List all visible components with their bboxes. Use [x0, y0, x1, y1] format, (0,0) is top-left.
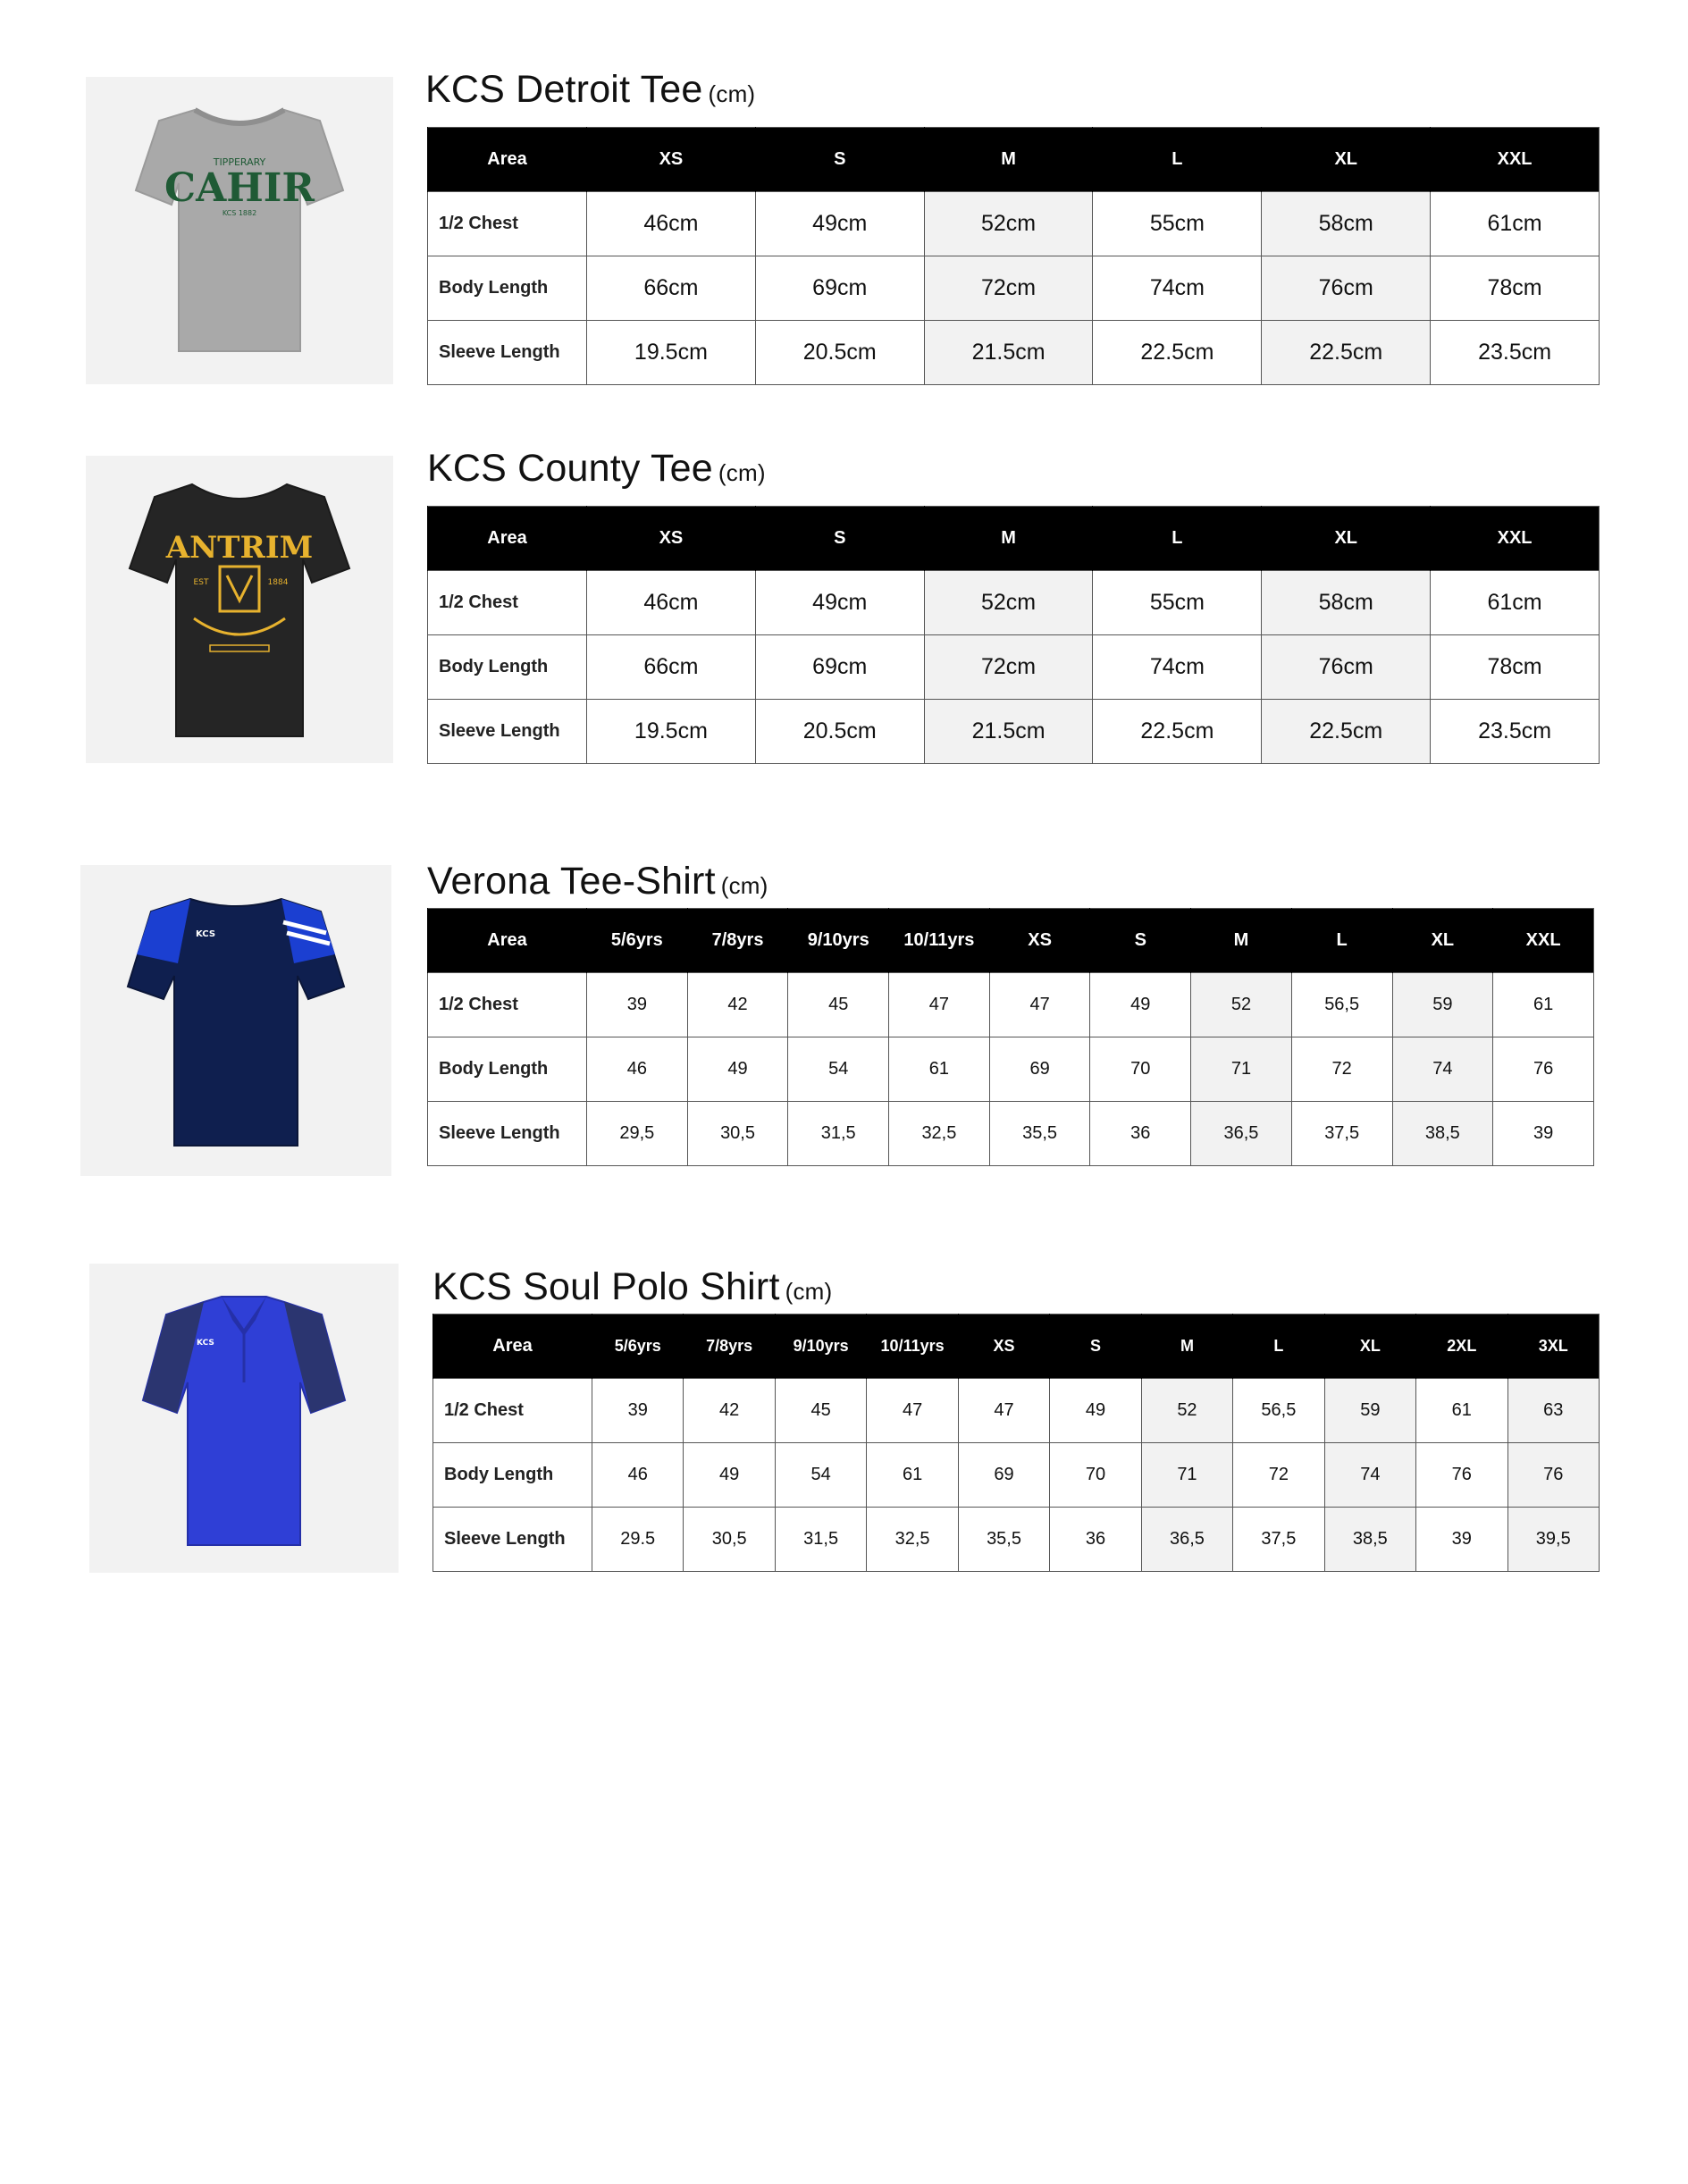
cell: 35,5 [989, 1102, 1090, 1166]
header-size: M [1191, 909, 1292, 973]
cell: 37,5 [1233, 1508, 1324, 1572]
cell: 76 [1416, 1443, 1507, 1508]
unit-label: (cm) [785, 1278, 833, 1305]
header-area: Area [428, 909, 587, 973]
product-name: KCS County Tee [427, 447, 713, 490]
cell: 58cm [1262, 571, 1431, 635]
row-label: Body Length [428, 635, 587, 700]
cell: 47 [889, 973, 990, 1037]
header-xs: XS [587, 128, 756, 192]
row-label: Sleeve Length [428, 1102, 587, 1166]
cell: 69 [958, 1443, 1049, 1508]
table-row [428, 192, 1600, 256]
cell: 39 [587, 973, 688, 1037]
header-size: L [1233, 1315, 1324, 1379]
cell: 76 [1507, 1443, 1599, 1508]
cell: 61 [889, 1037, 990, 1102]
header-xxl: XXL [1431, 128, 1600, 192]
cell: 46cm [587, 571, 756, 635]
cell: 38,5 [1392, 1102, 1493, 1166]
product-photo-detroit-tee [86, 77, 393, 384]
header-size: S [1090, 909, 1191, 973]
row-label: 1/2 Chest [428, 973, 587, 1037]
table-row [433, 1379, 1600, 1443]
header-size: XS [958, 1315, 1049, 1379]
header-size: XS [989, 909, 1090, 973]
cell: 36 [1090, 1102, 1191, 1166]
row-label: Body Length [433, 1443, 592, 1508]
cell: 42 [687, 973, 788, 1037]
cell: 52 [1191, 973, 1292, 1037]
table-row [428, 571, 1600, 635]
cell: 61 [1416, 1379, 1507, 1443]
cell: 59 [1324, 1379, 1415, 1443]
header-area: Area [433, 1315, 592, 1379]
cell: 20.5cm [755, 321, 924, 385]
cell: 76 [1493, 1037, 1594, 1102]
cell: 46 [587, 1037, 688, 1102]
cell: 30,5 [684, 1508, 775, 1572]
cell: 69cm [755, 256, 924, 321]
cell: 39 [1416, 1508, 1507, 1572]
header-area: Area [428, 128, 587, 192]
cell: 22.5cm [1262, 700, 1431, 764]
shirt-print-big: CAHIR [164, 165, 315, 211]
cell: 56,5 [1233, 1379, 1324, 1443]
cell: 19.5cm [587, 321, 756, 385]
cell: 70 [1050, 1443, 1141, 1508]
cell: 66cm [587, 635, 756, 700]
row-label: Sleeve Length [428, 700, 587, 764]
table-row [428, 256, 1600, 321]
header-size: 10/11yrs [889, 909, 990, 973]
shirt-print-big: KCS [196, 929, 216, 939]
header-size: 9/10yrs [775, 1315, 866, 1379]
cell: 55cm [1093, 192, 1262, 256]
cell: 69 [989, 1037, 1090, 1102]
product-title [427, 447, 766, 491]
table-header-row [428, 128, 1600, 192]
cell: 31,5 [788, 1102, 889, 1166]
cell: 29,5 [587, 1102, 688, 1166]
cell: 46cm [587, 192, 756, 256]
cell: 78cm [1431, 256, 1600, 321]
size-table-detroit-tee [427, 127, 1600, 385]
product-title [425, 68, 755, 112]
cell: 71 [1191, 1037, 1292, 1102]
header-size: 7/8yrs [687, 909, 788, 973]
cell: 39,5 [1507, 1508, 1599, 1572]
cell: 32,5 [889, 1102, 990, 1166]
cell: 76cm [1262, 635, 1431, 700]
tshirt-icon [124, 886, 348, 1155]
cell: 39 [1493, 1102, 1594, 1166]
header-l: L [1093, 507, 1262, 571]
cell: 74 [1324, 1443, 1415, 1508]
header-size: L [1291, 909, 1392, 973]
size-table-county-tee [427, 506, 1600, 764]
row-label: 1/2 Chest [433, 1379, 592, 1443]
cell: 61 [867, 1443, 958, 1508]
product-title [427, 860, 768, 903]
cell: 39 [592, 1379, 684, 1443]
cell: 74 [1392, 1037, 1493, 1102]
cell: 22.5cm [1093, 700, 1262, 764]
table-header-row [428, 909, 1594, 973]
header-xs: XS [587, 507, 756, 571]
header-area: Area [428, 507, 587, 571]
cell: 54 [788, 1037, 889, 1102]
product-photo-soul-polo [89, 1264, 399, 1573]
unit-label: (cm) [720, 872, 768, 899]
shirt-print-sub: 1884 [267, 578, 289, 587]
cell: 47 [867, 1379, 958, 1443]
cell: 52 [1141, 1379, 1232, 1443]
cell: 30,5 [687, 1102, 788, 1166]
header-size: 10/11yrs [867, 1315, 958, 1379]
unit-label: (cm) [708, 80, 756, 107]
cell: 54 [775, 1443, 866, 1508]
cell: 49 [684, 1443, 775, 1508]
cell: 55cm [1093, 571, 1262, 635]
cell: 22.5cm [1093, 321, 1262, 385]
header-s: S [755, 507, 924, 571]
cell: 49cm [755, 192, 924, 256]
unit-label: (cm) [718, 459, 766, 486]
size-table-soul-polo [432, 1314, 1600, 1572]
product-photo-county-tee [86, 456, 393, 763]
cell: 72cm [924, 256, 1093, 321]
cell: 36,5 [1141, 1508, 1232, 1572]
header-xl: XL [1262, 507, 1431, 571]
cell: 38,5 [1324, 1508, 1415, 1572]
header-l: L [1093, 128, 1262, 192]
shirt-print-small: TIPPERARY [213, 156, 266, 168]
cell: 36 [1050, 1508, 1141, 1572]
table-header-row [433, 1315, 1600, 1379]
cell: 69cm [755, 635, 924, 700]
cell: 49 [687, 1037, 788, 1102]
cell: 58cm [1262, 192, 1431, 256]
shirt-print-big: ANTRIM [165, 530, 314, 566]
cell: 36,5 [1191, 1102, 1292, 1166]
row-label: Sleeve Length [433, 1508, 592, 1572]
table-header-row [428, 507, 1600, 571]
cell: 71 [1141, 1443, 1232, 1508]
row-label: 1/2 Chest [428, 571, 587, 635]
table-row [428, 321, 1600, 385]
row-label: Sleeve Length [428, 321, 587, 385]
row-label: 1/2 Chest [428, 192, 587, 256]
product-name: KCS Soul Polo Shirt [432, 1265, 780, 1308]
header-xxl: XXL [1431, 507, 1600, 571]
header-size: 7/8yrs [684, 1315, 775, 1379]
cell: 74cm [1093, 635, 1262, 700]
cell: 32,5 [867, 1508, 958, 1572]
cell: 23.5cm [1431, 321, 1600, 385]
header-size: XXL [1493, 909, 1594, 973]
cell: 59 [1392, 973, 1493, 1037]
cell: 21.5cm [924, 321, 1093, 385]
cell: 20.5cm [755, 700, 924, 764]
cell: 72cm [924, 635, 1093, 700]
table-row [428, 1037, 1594, 1102]
cell: 76cm [1262, 256, 1431, 321]
table-row [433, 1443, 1600, 1508]
cell: 61cm [1431, 192, 1600, 256]
shirt-print-big: KCS [197, 1339, 214, 1348]
cell: 29.5 [592, 1508, 684, 1572]
product-name: Verona Tee-Shirt [427, 860, 716, 903]
cell: 47 [989, 973, 1090, 1037]
table-row [428, 973, 1594, 1037]
tshirt-icon [132, 101, 347, 360]
cell: 35,5 [958, 1508, 1049, 1572]
cell: 21.5cm [924, 700, 1093, 764]
cell: 74cm [1093, 256, 1262, 321]
header-size: XL [1324, 1315, 1415, 1379]
cell: 66cm [587, 256, 756, 321]
header-m: M [924, 128, 1093, 192]
tshirt-icon [128, 475, 351, 743]
header-m: M [924, 507, 1093, 571]
cell: 23.5cm [1431, 700, 1600, 764]
cell: 45 [775, 1379, 866, 1443]
table-row [433, 1508, 1600, 1572]
cell: 49 [1050, 1379, 1141, 1443]
cell: 31,5 [775, 1508, 866, 1572]
header-size: M [1141, 1315, 1232, 1379]
cell: 19.5cm [587, 700, 756, 764]
product-title [432, 1265, 832, 1309]
cell: 49cm [755, 571, 924, 635]
cell: 46 [592, 1443, 684, 1508]
product-photo-verona-tee [80, 865, 391, 1176]
cell: 22.5cm [1262, 321, 1431, 385]
header-size: 5/6yrs [587, 909, 688, 973]
table-row [428, 700, 1600, 764]
header-s: S [755, 128, 924, 192]
shirt-print-sub: KCS 1882 [222, 209, 257, 217]
row-label: Body Length [428, 256, 587, 321]
header-size: 5/6yrs [592, 1315, 684, 1379]
header-size: 9/10yrs [788, 909, 889, 973]
polo-shirt-icon [141, 1284, 347, 1552]
cell: 72 [1291, 1037, 1392, 1102]
cell: 78cm [1431, 635, 1600, 700]
cell: 63 [1507, 1379, 1599, 1443]
cell: 70 [1090, 1037, 1191, 1102]
cell: 37,5 [1291, 1102, 1392, 1166]
shirt-print-small: EST [193, 578, 209, 587]
header-size: 3XL [1507, 1315, 1599, 1379]
cell: 52cm [924, 571, 1093, 635]
cell: 42 [684, 1379, 775, 1443]
header-size: S [1050, 1315, 1141, 1379]
product-name: KCS Detroit Tee [425, 68, 703, 111]
cell: 49 [1090, 973, 1191, 1037]
table-row [428, 635, 1600, 700]
cell: 56,5 [1291, 973, 1392, 1037]
size-table-verona-tee [427, 908, 1594, 1166]
cell: 52cm [924, 192, 1093, 256]
cell: 47 [958, 1379, 1049, 1443]
table-row [428, 1102, 1594, 1166]
header-size: 2XL [1416, 1315, 1507, 1379]
header-xl: XL [1262, 128, 1431, 192]
cell: 61 [1493, 973, 1594, 1037]
header-size: XL [1392, 909, 1493, 973]
cell: 45 [788, 973, 889, 1037]
cell: 72 [1233, 1443, 1324, 1508]
cell: 61cm [1431, 571, 1600, 635]
row-label: Body Length [428, 1037, 587, 1102]
